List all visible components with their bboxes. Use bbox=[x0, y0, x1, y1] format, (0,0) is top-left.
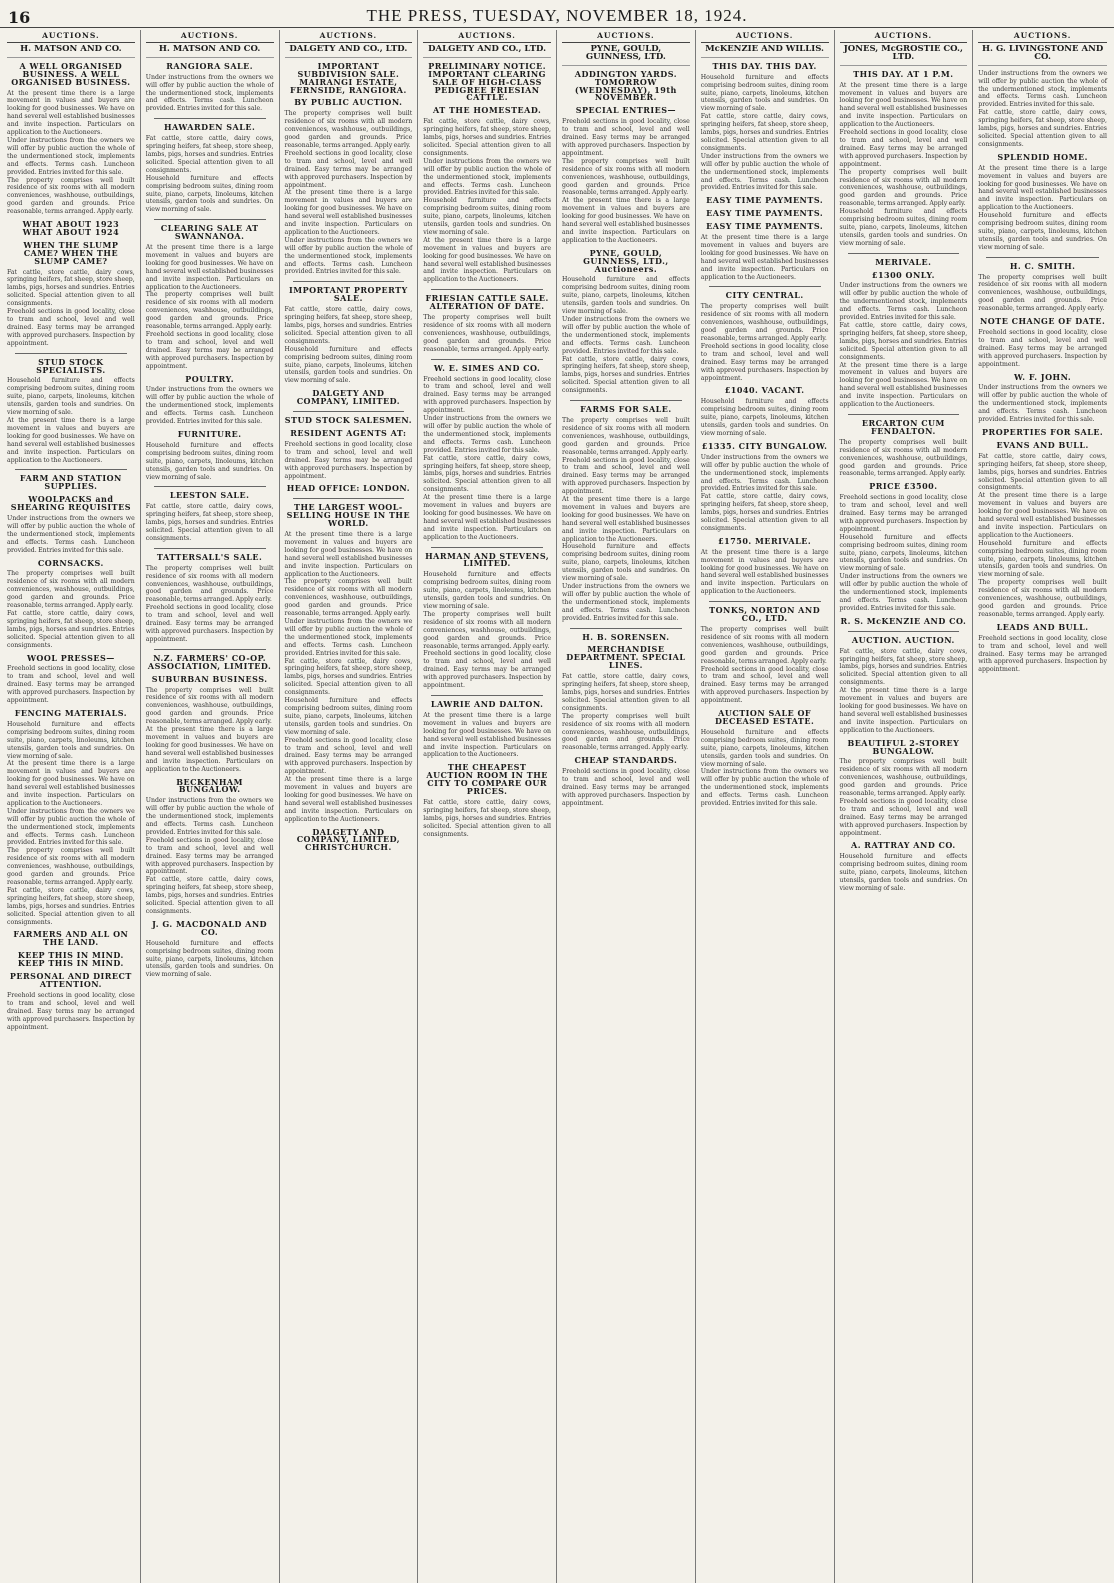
ad-headline: CITY CENTRAL. bbox=[725, 290, 804, 301]
column-7 bbox=[835, 30, 974, 1583]
ad-body: Household furniture and effects comprising bedroom suites, dining room suite, piano, carpets, linoleums, kitchen utensils, garden tools and sundries. On view morning of sale. bbox=[839, 853, 968, 892]
ad-divider bbox=[848, 414, 960, 415]
ad-headline: TONKS, NORTON AND CO., LTD. bbox=[709, 605, 821, 624]
ad-body: Under instructions from the owners we will offer by public auction the whole of the undermentioned stock, implements and effects. Terms cash. Luncheon provided. Entries invited for this sale. bbox=[284, 618, 413, 657]
ad-divider bbox=[15, 469, 127, 470]
ad-body: At the present time there is a large movement in values and buyers are looking for good businesses. We have on hand several well established businesses and invite inspection. Particulars on application to the Auctioneers. bbox=[423, 711, 551, 759]
ad-headline: A. RATTRAY AND CO. bbox=[851, 840, 956, 851]
ad-headline: KEEP THIS IN MIND. KEEP THIS IN MIND. bbox=[17, 950, 124, 969]
column-4 bbox=[418, 30, 557, 1583]
ad-body: Household furniture and effects comprising bedroom suites, dining room suite, piano, carpets, linoleums, kitchen utensils, garden tools and sundries. On view morning of sale. bbox=[7, 377, 135, 417]
ad-body: Under instructions from the owners we will offer by public auction the whole of the undermentioned stock, implements and effects. Terms cash. Luncheon provided. Entries invited for this sale. bbox=[978, 384, 1107, 424]
ad-headline: SPLENDID HOME. bbox=[997, 151, 1088, 162]
ad-headline: STUD STOCK SPECIALISTS. bbox=[36, 356, 106, 375]
page-number: 16 bbox=[8, 8, 31, 27]
ad-body: At the present time there is a large movement in values and buyers are looking for good businesses. We have on hand several well established businesses and invite inspection. Particulars on application to the Auctioneers. bbox=[423, 236, 551, 284]
ad-body: Fat cattle, store cattle, dairy cows, springing heifers, fat sheep, store sheep, lambs, pigs, horses and sundries. Entries solicited. Special attention given to all consignments. bbox=[7, 610, 135, 649]
ad-body: Fat cattle, store cattle, dairy cows, springing heifers, fat sheep, store sheep, lambs, pigs, horses and sundries. Entries solicited. Special attention given to all consignments. bbox=[423, 798, 551, 838]
ad-body: Under instructions from the owners we will offer by public auction the whole of the undermentioned stock, implements and effects. Terms cash. Luncheon provided. Entries invited for this sale. bbox=[7, 807, 135, 847]
ad-divider bbox=[293, 498, 405, 499]
ad-headline: WOOL PRESSES— bbox=[26, 652, 115, 663]
ad-headline: LEADS AND BULL. bbox=[996, 621, 1089, 632]
column-5 bbox=[557, 30, 696, 1583]
advertiser-name: JONES, McGROSTIE CO., LTD. bbox=[840, 46, 968, 66]
ad-body: At the present time there is a large movement in values and buyers are looking for good businesses. We have on hand several well established businesses and invite inspection. Particulars on application to the Auctioneers. bbox=[839, 687, 968, 734]
ad-headline: £1040. VACANT. bbox=[724, 385, 805, 396]
ad-headline: ERCARTON CUM FENDALTON. bbox=[861, 417, 945, 436]
column-2 bbox=[141, 30, 280, 1583]
ad-headline: NOTE CHANGE OF DATE. bbox=[979, 316, 1106, 327]
ad-body: The property comprises well built residence of six rooms with all modern conveniences, washhouse, outbuildings, good garden and grounds. Price reasonable, terms arranged. Apply early. bbox=[145, 564, 274, 604]
ad-divider bbox=[293, 281, 405, 282]
ad-body: Freehold sections in good locality, close to tram and school, level and well drained. Easy terms may be arranged with approved purchasers. Inspection by appointment. bbox=[284, 149, 413, 189]
ad-body: Freehold sections in good locality, close to tram and school, level and well drained. Easy terms may be arranged with approved purchasers. Inspection by appointment. bbox=[978, 634, 1107, 674]
column-header: AUCTIONS. bbox=[7, 32, 135, 43]
column-header: AUCTIONS. bbox=[978, 32, 1107, 43]
ad-body: The property comprises well built residence of six rooms with all modern conveniences, washhouse, outbuildings, good garden and grounds. Price reasonable, terms arranged. Apply early. bbox=[562, 712, 690, 752]
ad-body: The property comprises well built residence of six rooms with all modern conveniences, washhouse, outbuildings, good garden and grounds. Price reasonable, terms arranged. Apply early. bbox=[562, 416, 690, 456]
ad-divider bbox=[848, 631, 960, 632]
ad-body: At the present time there is a large movement in values and buyers are looking for good businesses. We have on hand several well established businesses and invite inspection. Particulars on application to the Auctioneers. bbox=[284, 776, 413, 823]
ad-headline: WHEN THE SLUMP CAME? WHEN THE SLUMP CAME? bbox=[23, 239, 119, 266]
ad-headline: SUBURBAN BUSINESS. bbox=[151, 673, 268, 684]
ad-body: Fat cattle, store cattle, dairy cows, springing heifers, fat sheep, store sheep, lambs, pigs, horses and sundries. Entries solicited. Special attention given to all consignments. bbox=[839, 322, 968, 361]
ad-headline: PERSONAL AND DIRECT ATTENTION. bbox=[9, 971, 132, 989]
ad-body: The property comprises well built residence of six rooms with all modern conveniences, washhouse, outbuildings, good garden and grounds. Price reasonable, terms arranged. Apply early. bbox=[284, 110, 413, 149]
ad-body: Household furniture and effects comprising bedroom suites, dining room suite, piano, carpets, linoleums, kitchen utensils, garden tools and sundries. On view morning of sale. bbox=[145, 939, 274, 979]
advertiser-name: PYNE, GOULD, GUINNESS, LTD. bbox=[562, 46, 690, 66]
classified-columns bbox=[2, 30, 1112, 1583]
ad-headline: THIS DAY. AT 1 P.M. bbox=[853, 68, 954, 79]
ad-headline: WHAT ABOUT 1923 WHAT ABOUT 1924 bbox=[22, 219, 120, 237]
ad-headline: CHEAP STANDARDS. bbox=[574, 755, 678, 766]
ad-headline: PROPERTIES FOR SALE. bbox=[982, 426, 1104, 437]
ad-body: The property comprises well built residence of six rooms with all modern conveniences, washhouse, outbuildings, good garden and grounds. Price reasonable, terms arranged. Apply early. bbox=[978, 579, 1107, 618]
ad-headline: BECKENHAM BUNGALOW. bbox=[176, 776, 243, 795]
ad-headline: DALGETY AND COMPANY, LIMITED, CHRISTCHURCH. bbox=[296, 826, 401, 853]
ad-body: Freehold sections in good locality, close to tram and school, level and well drained. Easy terms may be arranged with approved purchasers. Inspection by appointment. bbox=[978, 329, 1107, 368]
ad-headline: N.Z. FARMERS' CO-OP. ASSOCIATION, LIMITED. bbox=[147, 652, 272, 671]
ad-headline: EASY TIME PAYMENTS. bbox=[706, 208, 824, 219]
ad-headline: £1335. CITY BUNGALOW. bbox=[701, 440, 828, 451]
ad-body: Under instructions from the owners we will offer by public auction the whole of the undermentioned stock, implements and effects. Terms cash. Luncheon provided. Entries invited for this sale. bbox=[423, 415, 551, 454]
ad-body: Under instructions from the owners we will offer by public auction the whole of the undermentioned stock, implements and effects. Terms cash. Luncheon provided. Entries invited for this sale. bbox=[700, 453, 829, 493]
ad-body: The property comprises well built residence of six rooms with all modern conveniences, washhouse, outbuildings, good garden and grounds. Price reasonable, terms arranged. Apply early. bbox=[839, 168, 968, 208]
ad-headline: FARM AND STATION SUPPLIES. bbox=[19, 473, 122, 492]
advertiser-name: DALGETY AND CO., LTD. bbox=[423, 46, 551, 58]
advertiser-name: H. MATSON AND CO. bbox=[146, 46, 274, 58]
ad-divider bbox=[154, 118, 266, 119]
ad-body: Freehold sections in good locality, close to tram and school, level and well drained. Easy terms may be arranged with approved purchasers. Inspection by appointment. bbox=[562, 456, 690, 496]
ad-headline: R. S. McKENZIE AND CO. bbox=[840, 615, 967, 626]
ad-divider bbox=[431, 547, 543, 548]
ad-body: Household furniture and effects comprising bedroom suites, dining room suite, piano, carpets, linoleums, kitchen utensils, garden tools and sundries. On view morning of sale. bbox=[423, 197, 551, 236]
ad-body: Fat cattle, store cattle, dairy cows, springing heifers, fat sheep, store sheep, lambs, pigs, horses and sundries. Entries solicited. Special attention given to all consignments. bbox=[978, 452, 1107, 492]
column-header: AUCTIONS. bbox=[285, 32, 413, 43]
ad-headline: H. B. SORENSEN. bbox=[582, 631, 670, 642]
ad-body: Freehold sections in good locality, close to tram and school, level and well drained. Easy terms may be arranged with approved purchasers. Inspection by appointment. bbox=[700, 665, 829, 705]
ad-body: Fat cattle, store cattle, dairy cows, springing heifers, fat sheep, store sheep, lambs, pigs, horses and sundries. Entries solicited. Special attention given to all consignments. bbox=[700, 493, 829, 532]
ad-body: Fat cattle, store cattle, dairy cows, springing heifers, fat sheep, store sheep, lambs, pigs, horses and sundries. Entries solicited. Special attention given to all consignments. bbox=[562, 355, 690, 395]
ad-headline: AUCTION. AUCTION. bbox=[851, 634, 955, 645]
ad-headline: AUCTION SALE OF DECEASED ESTATE. bbox=[714, 708, 815, 726]
column-header: AUCTIONS. bbox=[840, 32, 968, 43]
ad-body: At the present time there is a large movement in values and buyers are looking for good businesses. We have on hand several well established businesses and invite inspection. Particulars on application to the Auctioneers. bbox=[145, 244, 274, 291]
ad-headline: RANGIORA SALE. bbox=[166, 60, 254, 71]
ad-body: Household furniture and effects comprising bedroom suites, dining room suite, piano, carpets, linoleums, kitchen utensils, garden tools and sundries. On view morning of sale. bbox=[700, 728, 829, 768]
ad-divider bbox=[848, 253, 960, 254]
ad-headline: TATTERSALL'S SALE. bbox=[156, 551, 263, 562]
ad-body: Under instructions from the owners we will offer by public auction the whole of the undermentioned stock, implements and effects. Terms cash. Luncheon provided. Entries invited for this sale. bbox=[562, 583, 690, 622]
ad-headline: HEAD OFFICE: LONDON. bbox=[286, 483, 410, 494]
ad-body: The property comprises well built residence of six rooms with all modern conveniences, washhouse, outbuildings, good garden and grounds. Price reasonable, terms arranged. Apply early. bbox=[839, 758, 968, 798]
ad-body: At the present time there is a large movement in values and buyers are looking for good businesses. We have on hand several well established businesses and invite inspection. Particulars on application to the Auctioneers. bbox=[978, 164, 1107, 212]
ad-body: At the present time there is a large movement in values and buyers are looking for good businesses. We have on hand several well established businesses and invite inspection. Particulars on application to the Auctioneers. bbox=[7, 89, 135, 137]
ad-body: Household furniture and effects comprising bedroom suites, dining room suite, piano, carpets, linoleums, kitchen utensils, garden tools and sundries. On view morning of sale. bbox=[7, 720, 135, 760]
ad-body: Freehold sections in good locality, close to tram and school, level and well drained. Easy terms may be arranged with approved purchasers. Inspection by appointment. bbox=[145, 331, 274, 370]
ad-body: Fat cattle, store cattle, dairy cows, springing heifers, fat sheep, store sheep, lambs, pigs, horses and sundries. Entries solicited. Special attention given to all consignments. bbox=[145, 135, 274, 174]
ad-body: Freehold sections in good locality, close to tram and school, level and well drained. Easy terms may be arranged with approved purchasers. Inspection by appointment. bbox=[284, 440, 413, 480]
ad-headline: STUD STOCK SALESMEN. bbox=[284, 415, 412, 426]
ad-headline: THE CHEAPEST AUCTION ROOM IN THE CITY TO COMPARE OUR PRICES. bbox=[426, 762, 548, 797]
ad-headline: RESIDENT AGENTS AT: bbox=[290, 427, 407, 438]
ad-headline: IMPORTANT PROPERTY SALE. bbox=[288, 285, 408, 304]
ad-body: Fat cattle, store cattle, dairy cows, springing heifers, fat sheep, store sheep, lambs, pigs, horses and sundries. Entries solicited. Special attention given to all consignments. bbox=[423, 118, 551, 157]
masthead-rule bbox=[0, 27, 1114, 28]
ad-headline: FRIESIAN CATTLE SALE. ALTERATION OF DATE. bbox=[425, 293, 549, 312]
ad-body: Fat cattle, store cattle, dairy cows, springing heifers, fat sheep, store sheep, lambs, pigs, horses and sundries. Entries solicited. Special attention given to all consignments. bbox=[423, 454, 551, 494]
ad-headline: PRICE £3500. bbox=[869, 481, 938, 492]
ad-body: Fat cattle, store cattle, dairy cows, springing heifers, fat sheep, store sheep, lambs, pigs, horses and sundries. Entries solicited. Special attention given to all consignments. bbox=[839, 647, 968, 687]
ad-headline: AT THE HOMESTEAD. bbox=[432, 105, 542, 116]
ad-body: Fat cattle, store cattle, dairy cows, springing heifers, fat sheep, store sheep, lambs, pigs, horses and sundries. Entries solicited. Special attention given to all consignments. bbox=[700, 113, 829, 152]
ad-body: At the present time there is a large movement in values and buyers are looking for good businesses. We have on hand several well established businesses and invite inspection. Particulars on application to the Auctioneers. bbox=[700, 234, 829, 281]
ad-body: Fat cattle, store cattle, dairy cows, springing heifers, fat sheep, store sheep, lambs, pigs, horses and sundries. Entries solicited. Special attention given to all consignments. bbox=[145, 876, 274, 915]
column-header: AUCTIONS. bbox=[701, 32, 829, 43]
ad-body: Household furniture and effects comprising bedroom suites, dining room suite, piano, carpets, linoleums, kitchen utensils, garden tools and sundries. On view morning of sale. bbox=[839, 533, 968, 573]
ad-divider bbox=[154, 486, 266, 487]
ad-body: At the present time there is a large movement in values and buyers are looking for good businesses. We have on hand several well established businesses and invite inspection. Particulars on application to the Auctioneers. bbox=[145, 726, 274, 773]
column-header: AUCTIONS. bbox=[423, 32, 551, 43]
ad-body: The property comprises well built residence of six rooms with all modern conveniences, washhouse, outbuildings, good garden and grounds. Price reasonable, terms arranged. Apply early. bbox=[839, 438, 968, 478]
ad-body: At the present time there is a large movement in values and buyers are looking for good businesses. We have on hand several well established businesses and invite inspection. Particulars on application to the Auctioneers. bbox=[839, 361, 968, 409]
ad-headline: £1300 ONLY. bbox=[871, 269, 935, 280]
ad-headline: FURNITURE. bbox=[177, 428, 242, 439]
ad-headline: FENCING MATERIALS. bbox=[14, 707, 128, 718]
ad-body: Freehold sections in good locality, close to tram and school, level and well drained. Easy terms may be arranged with approved purchasers. Inspection by appointment. bbox=[839, 797, 968, 837]
ad-body: Household furniture and effects comprising bedroom suites, dining room suite, piano, carpets, linoleums, kitchen utensils, garden tools and sundries. On view morning of sale. bbox=[700, 73, 829, 113]
ad-headline: MERIVALE. bbox=[875, 256, 932, 267]
ad-divider bbox=[709, 601, 821, 602]
ad-headline: EASY TIME PAYMENTS. bbox=[706, 221, 824, 232]
ad-body: Freehold sections in good locality, close to tram and school, level and well drained. Easy terms may be arranged with approved purchasers. Inspection by appointment. bbox=[423, 375, 551, 415]
ad-headline: A WELL ORGANISED BUSINESS. A WELL ORGANISED BUSINESS. bbox=[11, 60, 131, 87]
ad-body: Freehold sections in good locality, close to tram and school, level and well drained. Easy terms may be arranged with approved purchasers. Inspection by appointment. bbox=[562, 768, 690, 807]
ad-body: Household furniture and effects comprising bedroom suites, dining room suite, piano, carpets, linoleums, kitchen utensils, garden tools and sundries. On view morning of sale. bbox=[839, 208, 968, 247]
ad-body: Household furniture and effects comprising bedroom suites, dining room suite, piano, carpets, linoleums, kitchen utensils, garden tools and sundries. On view morning of sale. bbox=[423, 571, 551, 610]
ad-divider bbox=[986, 257, 1099, 258]
ad-body: Under instructions from the owners we will offer by public auction the whole of the undermentioned stock, implements and effects. Terms cash. Luncheon provided. Entries invited for this sale. bbox=[700, 768, 829, 808]
ad-headline: IMPORTANT SUBDIVISION SALE. MAIRANGI ESTATE, FERNSIDE, RANGIORA. bbox=[290, 60, 407, 95]
ad-headline: CLEARING SALE AT SWANNANOA. bbox=[160, 223, 259, 242]
ad-divider bbox=[154, 649, 266, 650]
ad-divider bbox=[431, 695, 543, 696]
ad-body: The property comprises well built residence of six rooms with all modern conveniences, washhouse, outbuildings, good garden and grounds. Price reasonable, terms arranged. Apply early. bbox=[562, 157, 690, 197]
advertiser-name: DALGETY AND CO., LTD. bbox=[285, 46, 413, 58]
ad-body: Under instructions from the owners we will offer by public auction the whole of the undermentioned stock, implements and effects. Terms cash. Luncheon provided. Entries invited for this sale. bbox=[7, 136, 135, 176]
ad-body: Household furniture and effects comprising bedroom suites, dining room suite, piano, carpets, linoleums, kitchen utensils, garden tools and sundries. On view morning of sale. bbox=[145, 174, 274, 214]
column-3 bbox=[280, 30, 419, 1583]
ad-body: The property comprises well built residence of six rooms with all modern conveniences, washhouse, outbuildings, good garden and grounds. Price reasonable, terms arranged. Apply early. bbox=[145, 291, 274, 331]
ad-body: Under instructions from the owners we will offer by public auction the whole of the undermentioned stock, implements and effects. Terms cash. Luncheon provided. Entries invited for this sale. bbox=[7, 515, 135, 554]
ad-body: Under instructions from the owners we will offer by public auction the whole of the undermentioned stock, implements and effects. Terms cash. Luncheon provided. Entries invited for this sale. bbox=[145, 73, 274, 113]
ad-body: Freehold sections in good locality, close to tram and school, level and well drained. Easy terms may be arranged with approved purchasers. Inspection by appointment. bbox=[839, 494, 968, 533]
ad-body: The property comprises well built residence of six rooms with all modern conveniences, washhouse, outbuildings, good garden and grounds. Price reasonable, terms arranged. Apply early. bbox=[978, 273, 1107, 313]
ad-headline: H. C. SMITH. bbox=[1009, 260, 1076, 271]
ad-body: At the present time there is a large movement in values and buyers are looking for good businesses. We have on hand several well established businesses and invite inspection. Particulars on application to the Auctioneers. bbox=[423, 494, 551, 541]
ad-headline: EASY TIME PAYMENTS. bbox=[706, 195, 824, 206]
ad-body: The property comprises well built residence of six rooms with all modern conveniences, washhouse, outbuildings, good garden and grounds. Price reasonable, terms arranged. Apply early. bbox=[284, 578, 413, 618]
ad-body: Household furniture and effects comprising bedroom suites, dining room suite, piano, carpets, linoleums, kitchen utensils, garden tools and sundries. On view morning of sale. bbox=[562, 543, 690, 583]
column-header: AUCTIONS. bbox=[562, 32, 690, 43]
ad-body: Freehold sections in good locality, close to tram and school, level and well drained. Easy terms may be arranged with approved purchasers. Inspection by appointment. bbox=[7, 665, 135, 705]
ad-body: At the present time there is a large movement in values and buyers are looking for good businesses. We have on hand several well established businesses and invite inspection. Particulars on application to the Auctioneers. bbox=[562, 197, 690, 244]
column-header: AUCTIONS. bbox=[146, 32, 274, 43]
ad-headline: THIS DAY. THIS DAY. bbox=[712, 60, 817, 71]
column-1 bbox=[2, 30, 141, 1583]
ad-headline: FARMERS AND ALL ON THE LAND. bbox=[13, 929, 129, 948]
ad-body: Freehold sections in good locality, close to tram and school, level and well drained. Easy terms may be arranged with approved purchasers. Inspection by appointment. bbox=[423, 650, 551, 690]
ad-divider bbox=[15, 353, 127, 354]
ad-body: Freehold sections in good locality, close to tram and school, level and well drained. Easy terms may be arranged with approved purchasers. Inspection by appointment. bbox=[7, 991, 135, 1031]
ad-body: Household furniture and effects comprising bedroom suites, dining room suite, piano, carpets, linoleums, kitchen utensils, garden tools and sundries. On view morning of sale. bbox=[562, 276, 690, 316]
ad-headline: LAWRIE AND DALTON. bbox=[430, 698, 544, 709]
ad-body: Freehold sections in good locality, close to tram and school, level and well drained. Easy terms may be arranged with approved purchasers. Inspection by appointment. bbox=[562, 118, 690, 157]
ad-body: At the present time there is a large movement in values and buyers are looking for good businesses. We have on hand several well established businesses and invite inspection. Particulars on application to the Auctioneers. bbox=[284, 531, 413, 578]
ad-body: Fat cattle, store cattle, dairy cows, springing heifers, fat sheep, store sheep, lambs, pigs, horses and sundries. Entries solicited. Special attention given to all consignments. bbox=[284, 657, 413, 697]
ad-body: Fat cattle, store cattle, dairy cows, springing heifers, fat sheep, store sheep, lambs, pigs, horses and sundries. Entries solicited. Special attention given to all consignments. bbox=[7, 886, 135, 926]
ad-headline: THE LARGEST WOOL-SELLING HOUSE IN THE WORLD. bbox=[286, 502, 411, 529]
ad-headline: MERCHANDISE DEPARTMENT. SPECIAL LINES. bbox=[566, 644, 686, 671]
ad-headline: BY PUBLIC AUCTION. bbox=[294, 97, 403, 108]
ad-body: Under instructions from the owners we will offer by public auction the whole of the undermentioned stock, implements and effects. Terms cash. Luncheon provided. Entries invited for this sale. bbox=[145, 797, 274, 836]
ad-divider bbox=[431, 359, 543, 360]
ad-body: The property comprises well built residence of six rooms with all modern conveniences, washhouse, outbuildings, good garden and grounds. Price reasonable, terms arranged. Apply early. bbox=[7, 847, 135, 886]
ad-headline: WOOLPACKS and SHEARING REQUISITES bbox=[10, 494, 131, 513]
ad-body: At the present time there is a large movement in values and buyers are looking for good businesses. We have on hand several well established businesses and invite inspection. Particulars on application to the Auctioneers. bbox=[839, 81, 968, 129]
ad-body: At the present time there is a large movement in values and buyers are looking for good businesses. We have on hand several well established businesses and invite inspection. Particulars on application to the Auctioneers. bbox=[700, 548, 829, 596]
ad-headline: SPECIAL ENTRIES— bbox=[575, 105, 676, 116]
ad-body: The property comprises well built residence of six rooms with all modern conveniences, washhouse, outbuildings, good garden and grounds. Price reasonable, terms arranged. Apply early. bbox=[7, 570, 135, 610]
ad-divider bbox=[570, 400, 682, 401]
ad-headline: J. G. MACDONALD AND CO. bbox=[152, 918, 268, 937]
ad-body: Household furniture and effects comprising bedroom suites, dining room suite, piano, carpets, linoleums, kitchen utensils, garden tools and sundries. On view morning of sale. bbox=[700, 398, 829, 437]
ad-body: At the present time there is a large movement in values and buyers are looking for good businesses. We have on hand several well established businesses and invite inspection. Particulars on application to the Auctioneers. bbox=[7, 416, 135, 464]
ad-headline: ADDINGTON YARDS. TOMORROW (WEDNESDAY), 19th NOVEMBER. bbox=[574, 68, 677, 103]
ad-divider bbox=[293, 411, 405, 412]
ad-divider bbox=[154, 548, 266, 549]
ad-body: Household furniture and effects comprising bedroom suites, dining room suite, piano, carpets, linoleums, kitchen utensils, garden tools and sundries. On view morning of sale. bbox=[978, 539, 1107, 579]
ad-body: Freehold sections in good locality, close to tram and school, level and well drained. Easy terms may be arranged with approved purchasers. Inspection by appointment. bbox=[700, 342, 829, 382]
ad-body: Freehold sections in good locality, close to tram and school, level and well drained. Easy terms may be arranged with approved purchasers. Inspection by appointment. bbox=[839, 129, 968, 168]
ad-body: The property comprises well built residence of six rooms with all modern conveniences, washhouse, outbuildings, good garden and grounds. Price reasonable, terms arranged. Apply early. bbox=[423, 610, 551, 650]
ad-body: At the present time there is a large movement in values and buyers are looking for good businesses. We have on hand several well established businesses and invite inspection. Particulars on application to the Auctioneers. bbox=[978, 492, 1107, 539]
ad-body: The property comprises well built residence of six rooms with all modern conveniences, washhouse, outbuildings, good garden and grounds. Price reasonable, terms arranged. Apply early. bbox=[145, 686, 274, 726]
ad-body: Fat cattle, store cattle, dairy cows, springing heifers, fat sheep, store sheep, lambs, pigs, horses and sundries. Entries solicited. Special attention given to all consignments. bbox=[978, 109, 1107, 148]
ad-body: Under instructions from the owners we will offer by public auction the whole of the undermentioned stock, implements and effects. Terms cash. Luncheon provided. Entries invited for this sale. bbox=[978, 69, 1107, 109]
ad-body: Under instructions from the owners we will offer by public auction the whole of the undermentioned stock, implements and effects. Terms cash. Luncheon provided. Entries invited for this sale. bbox=[839, 282, 968, 322]
ad-headline: HARMAN AND STEVENS, LIMITED. bbox=[425, 550, 550, 569]
ad-body: Freehold sections in good locality, close to tram and school, level and well drained. Easy terms may be arranged with approved purchasers. Inspection by appointment. bbox=[7, 308, 135, 347]
ad-body: The property comprises well built residence of six rooms with all modern conveniences, washhouse, outbuildings, good garden and grounds. Price reasonable, terms arranged. Apply early. bbox=[423, 314, 551, 353]
ad-headline: BEAUTIFUL 2-STOREY BUNGALOW. bbox=[847, 737, 960, 756]
ad-headline: EVANS AND BULL. bbox=[996, 439, 1089, 450]
ad-headline: PYNE, GOULD, GUINNESS, LTD., Auctioneers. bbox=[583, 247, 669, 274]
ad-headline: LEESTON SALE. bbox=[169, 490, 250, 501]
ad-body: Under instructions from the owners we will offer by public auction the whole of the undermentioned stock, implements and effects. Terms cash. Luncheon provided. Entries invited for this sale. bbox=[700, 152, 829, 192]
ad-body: The property comprises well built residence of six rooms with all modern conveniences, washhouse, outbuildings, good garden and grounds. Price reasonable, terms arranged. Apply early. bbox=[700, 626, 829, 665]
ad-headline: W. E. SIMES AND CO. bbox=[433, 362, 541, 373]
ad-headline: W. F. JOHN. bbox=[1014, 371, 1072, 382]
column-6 bbox=[696, 30, 835, 1583]
ad-body: Household furniture and effects comprising bedroom suites, dining room suite, piano, carpets, linoleums, kitchen utensils, garden tools and sundries. On view morning of sale. bbox=[284, 697, 413, 736]
ad-headline: FARMS FOR SALE. bbox=[580, 404, 672, 415]
advertiser-name: H. G. LIVINGSTONE AND CO. bbox=[978, 46, 1107, 66]
newspaper-title: THE PRESS, TUESDAY, NOVEMBER 18, 1924. bbox=[366, 6, 748, 25]
ad-divider bbox=[709, 286, 821, 287]
ad-divider bbox=[154, 219, 266, 220]
ad-body: The property comprises well built residence of six rooms with all modern conveniences, washhouse, outbuildings, good garden and grounds. Price reasonable, terms arranged. Apply early. bbox=[7, 176, 135, 216]
advertiser-name: McKENZIE AND WILLIS. bbox=[701, 46, 829, 58]
ad-body: Household furniture and effects comprising bedroom suites, dining room suite, piano, carpets, linoleums, kitchen utensils, garden tools and sundries. On view morning of sale. bbox=[284, 345, 413, 385]
ad-body: Fat cattle, store cattle, dairy cows, springing heifers, fat sheep, store sheep, lambs, pigs, horses and sundries. Entries solicited. Special attention given to all consignments. bbox=[562, 673, 690, 712]
ad-body: Household furniture and effects comprising bedroom suites, dining room suite, piano, carpets, linoleums, kitchen utensils, garden tools and sundries. On view morning of sale. bbox=[978, 212, 1107, 251]
ad-body: Under instructions from the owners we will offer by public auction the whole of the undermentioned stock, implements and effects. Terms cash. Luncheon provided. Entries invited for this sale. bbox=[839, 573, 968, 612]
masthead bbox=[0, 0, 1114, 30]
ad-headline: DALGETY AND COMPANY, LIMITED. bbox=[296, 388, 401, 407]
column-8 bbox=[973, 30, 1112, 1583]
ad-body: Freehold sections in good locality, close to tram and school, level and well drained. Easy terms may be arranged with approved purchasers. Inspection by appointment. bbox=[145, 836, 274, 876]
ad-body: Under instructions from the owners we will offer by public auction the whole of the undermentioned stock, implements and effects. Terms cash. Luncheon provided. Entries invited for this sale. bbox=[562, 316, 690, 355]
ad-body: Under instructions from the owners we will offer by public auction the whole of the undermentioned stock, implements and effects. Terms cash. Luncheon provided. Entries invited for this sale. bbox=[423, 157, 551, 197]
ad-body: At the present time there is a large movement in values and buyers are looking for good businesses. We have on hand several well established businesses and invite inspection. Particulars on application to the Auctioneers. bbox=[284, 189, 413, 236]
ad-body: Under instructions from the owners we will offer by public auction the whole of the undermentioned stock, implements and effects. Terms cash. Luncheon provided. Entries invited for this sale. bbox=[145, 386, 274, 426]
ad-body: At the present time there is a large movement in values and buyers are looking for good businesses. We have on hand several well established businesses and invite inspection. Particulars on application to the Auctioneers. bbox=[562, 496, 690, 543]
ad-body: Freehold sections in good locality, close to tram and school, level and well drained. Easy terms may be arranged with approved purchasers. Inspection by appointment. bbox=[145, 604, 274, 643]
ad-headline: POULTRY. bbox=[185, 373, 234, 384]
ad-divider bbox=[570, 628, 682, 629]
ad-body: Fat cattle, store cattle, dairy cows, springing heifers, fat sheep, store sheep, lambs, pigs, horses and sundries. Entries solicited. Special attention given to all consignments. bbox=[7, 268, 135, 308]
ad-headline: PRELIMINARY NOTICE. IMPORTANT CLEARING SALE OF HIGH-CLASS PEDIGREE FRIESIAN CATTLE. bbox=[428, 60, 547, 103]
ad-body: Fat cattle, store cattle, dairy cows, springing heifers, fat sheep, store sheep, lambs, pigs, horses and sundries. Entries solicited. Special attention given to all consignments. bbox=[145, 503, 274, 542]
ad-headline: £1750. MERIVALE. bbox=[718, 535, 812, 546]
ad-body: At the present time there is a large movement in values and buyers are looking for good businesses. We have on hand several well established businesses and invite inspection. Particulars on application to the Auctioneers. bbox=[7, 760, 135, 807]
ad-body: Under instructions from the owners we will offer by public auction the whole of the undermentioned stock, implements and effects. Terms cash. Luncheon provided. Entries invited for this sale. bbox=[284, 236, 413, 276]
advertiser-name: H. MATSON AND CO. bbox=[7, 46, 135, 58]
ad-body: The property comprises well built residence of six rooms with all modern conveniences, washhouse, outbuildings, good garden and grounds. Price reasonable, terms arranged. Apply early. bbox=[700, 303, 829, 342]
ad-body: Household furniture and effects comprising bedroom suites, dining room suite, piano, carpets, linoleums, kitchen utensils, garden tools and sundries. On view morning of sale. bbox=[145, 441, 274, 481]
ad-body: Fat cattle, store cattle, dairy cows, springing heifers, fat sheep, store sheep, lambs, pigs, horses and sundries. Entries solicited. Special attention given to all consignments. bbox=[284, 306, 413, 345]
ad-headline: HAWARDEN SALE. bbox=[163, 122, 256, 133]
ad-divider bbox=[431, 289, 543, 290]
ad-body: Freehold sections in good locality, close to tram and school, level and well drained. Easy terms may be arranged with approved purchasers. Inspection by appointment. bbox=[284, 736, 413, 776]
ad-headline: CORNSACKS. bbox=[37, 557, 104, 568]
